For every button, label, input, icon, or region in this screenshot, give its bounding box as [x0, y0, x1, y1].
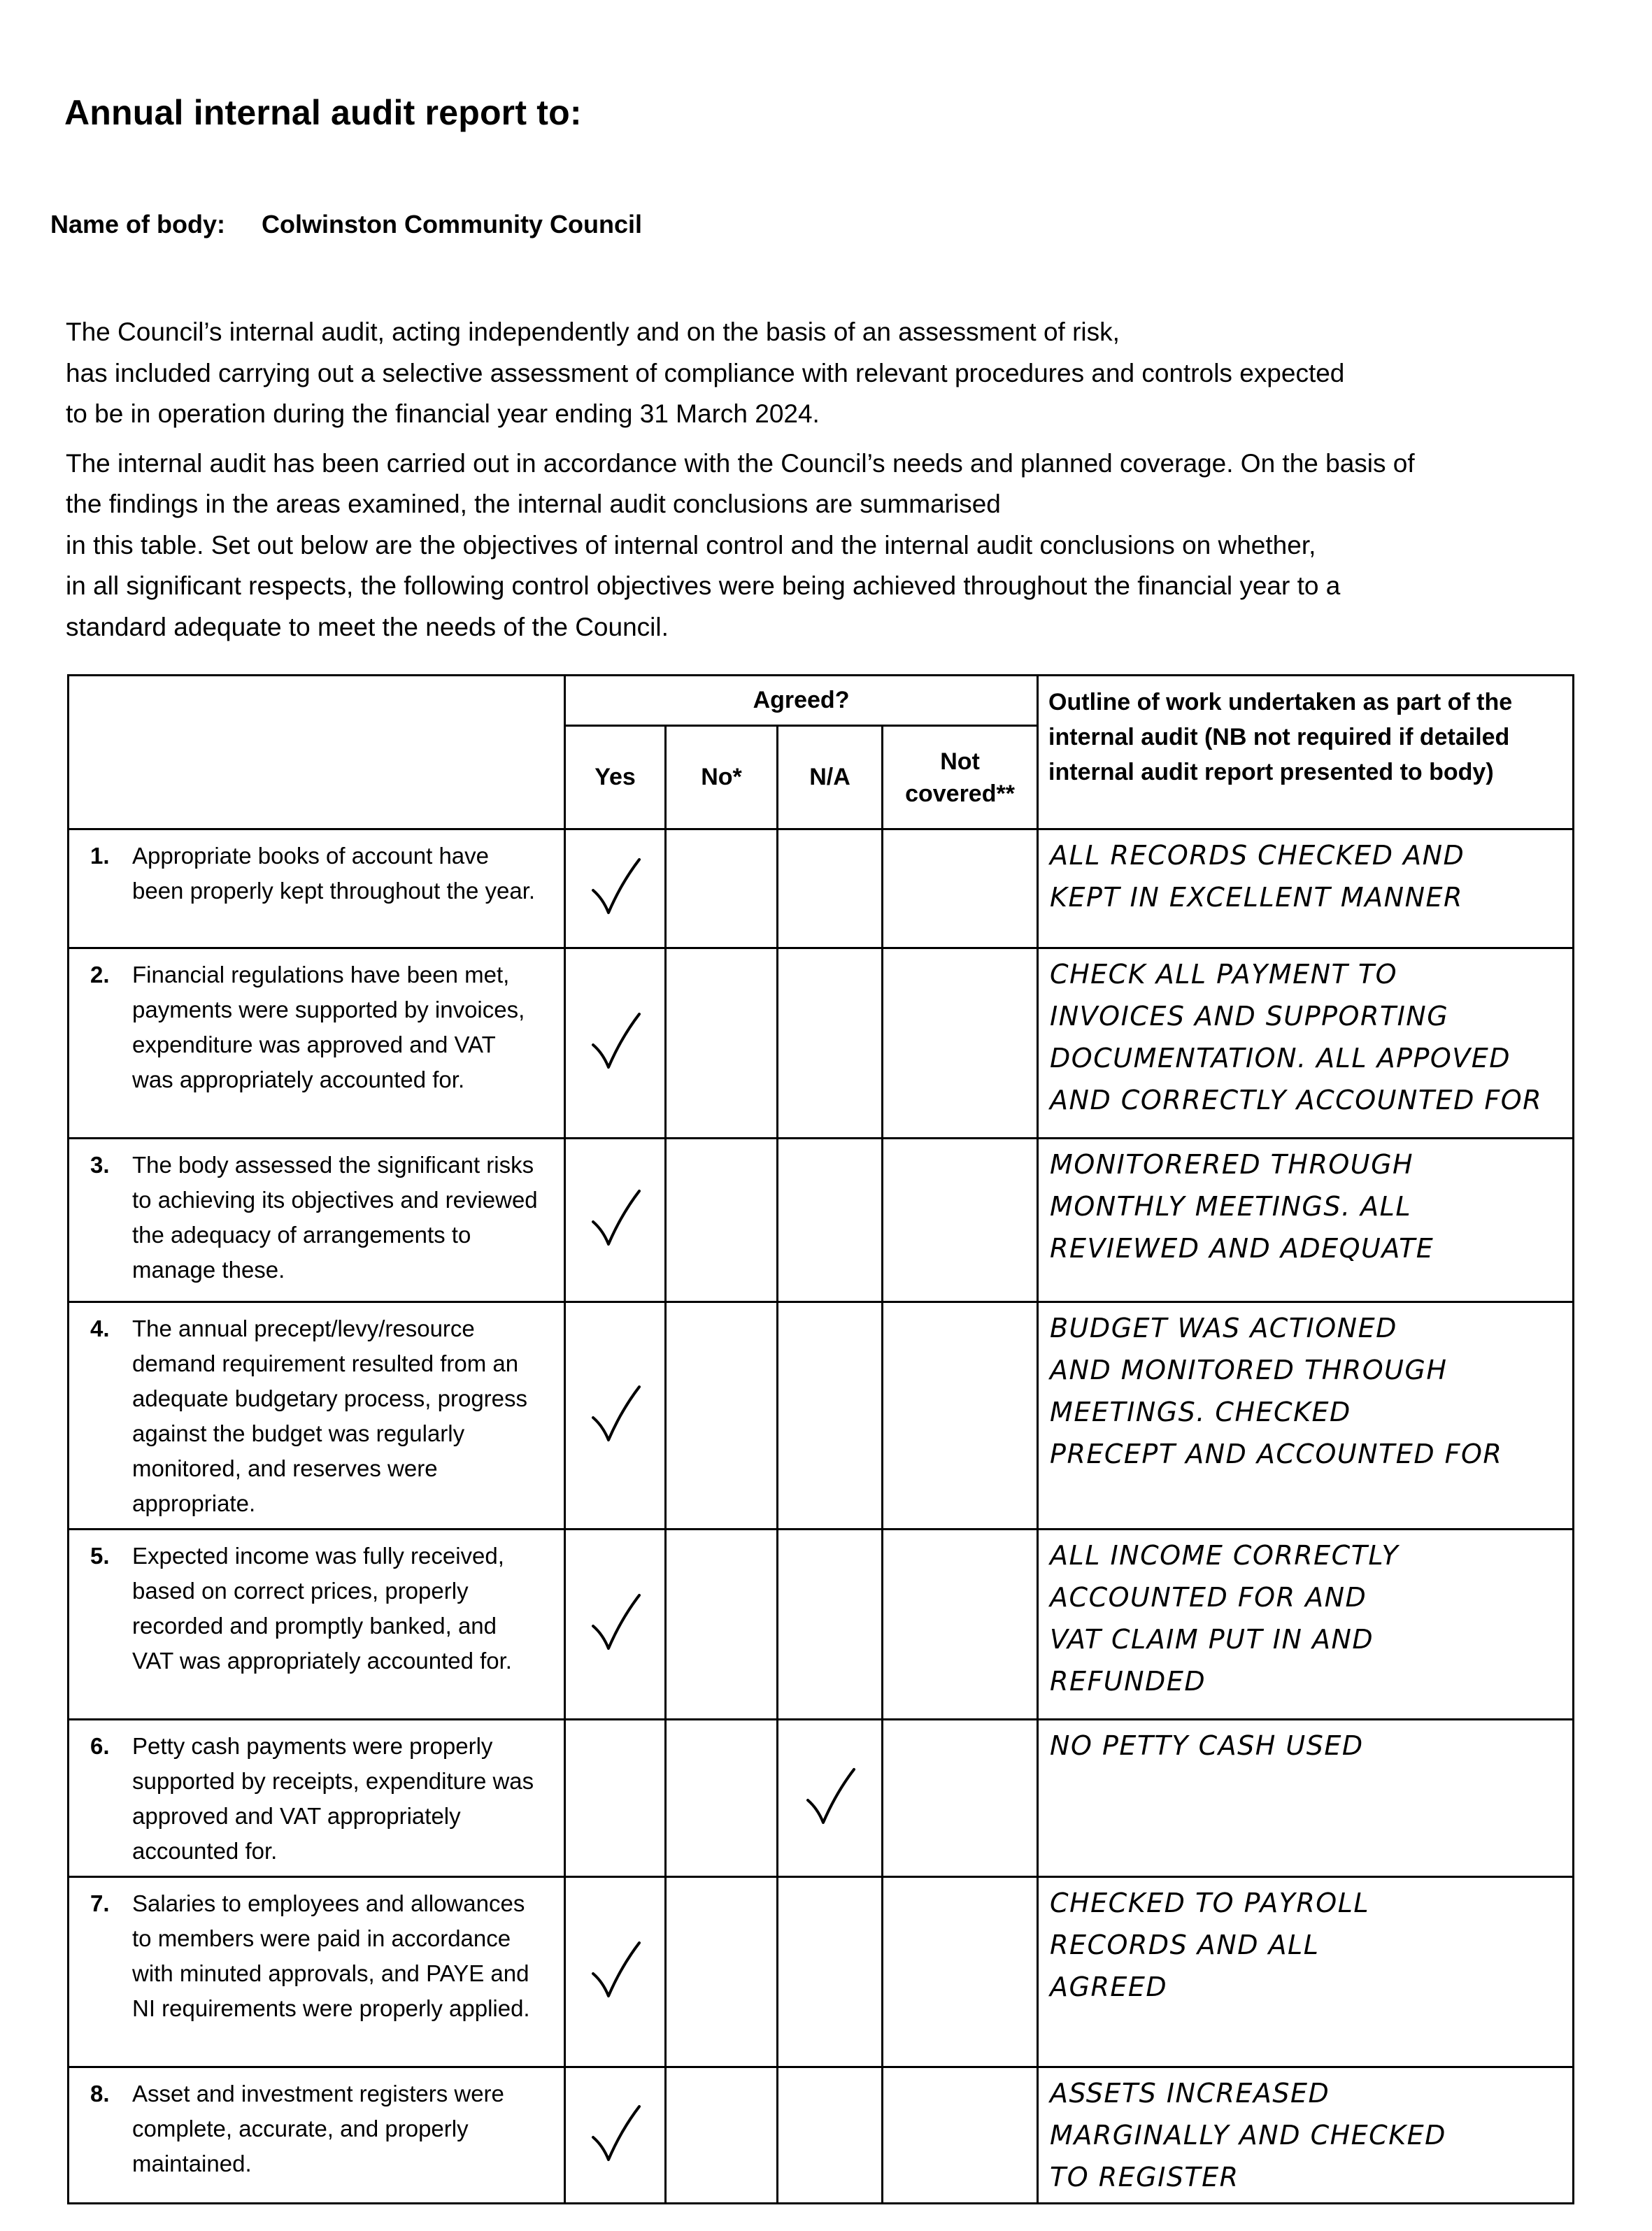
work-outline-cell	[1038, 1877, 1574, 2067]
agreed-yes-cell	[565, 1530, 666, 1720]
col-not-covered-header	[883, 726, 1038, 829]
objective-cell	[69, 1877, 565, 2067]
agreed-na-cell	[778, 1302, 883, 1530]
handwritten-note-line: ACCOUNTED FOR AND	[1050, 1582, 1367, 1613]
objective-text: The annual precept/levy/resource demand requirement resulted from an adequate budgetary process, progress against the budget was regularly monitored, and reserves were appropriate.	[132, 1316, 528, 1516]
intro-line: to be in operation during the financial year ending 31 March 2024.	[66, 399, 820, 428]
handwritten-note-line: REFUNDED	[1050, 1666, 1206, 1697]
col-not-covered-label-2: covered**	[905, 780, 1015, 807]
name-of-body-row	[50, 210, 642, 239]
agreed-yes-cell	[565, 2067, 666, 2204]
agreed-not-covered-cell	[883, 1720, 1038, 1877]
agreed-no-cell	[666, 1530, 778, 1720]
checkmark	[588, 2102, 643, 2169]
intro-line: in all significant respects, the following control objectives were being achieved throughout the financial year to a	[66, 571, 1341, 600]
agreed-yes-cell	[565, 1139, 666, 1302]
checkmark	[588, 1383, 643, 1449]
handwritten-note-line: CHECK ALL PAYMENT TO	[1050, 959, 1397, 990]
work-outline-cell	[1038, 1720, 1574, 1877]
objective-text: Expected income was fully received, based on correct prices, properly recorded and promptly banked, and VAT was appropriately accounted for.	[132, 1543, 512, 1674]
objective-text: Asset and investment registers were complete, accurate, and properly maintained.	[132, 2081, 504, 2176]
agreed-no-cell	[666, 1720, 778, 1877]
objective-cell	[69, 948, 565, 1139]
table-row	[69, 1530, 1574, 1720]
agreed-no-cell	[666, 1139, 778, 1302]
agreed-no-cell	[666, 1877, 778, 2067]
checkmark	[588, 1939, 643, 2005]
agreed-not-covered-cell	[883, 2067, 1038, 2204]
name-of-body-label: Name of body:	[50, 210, 226, 238]
handwritten-note-line: KEPT IN EXCELLENT MANNER	[1050, 882, 1463, 913]
handwritten-note-line: ALL RECORDS CHECKED AND	[1050, 840, 1465, 871]
handwritten-note-line: ALL INCOME CORRECTLY	[1050, 1540, 1400, 1571]
handwritten-note-line: MONTHLY MEETINGS. ALL	[1050, 1191, 1411, 1222]
handwritten-note-line: BUDGET WAS ACTIONED	[1050, 1313, 1397, 1343]
objective-text: Financial regulations have been met, payments were supported by invoices, expenditure was approved and VAT was appropriately accounted for.	[132, 962, 525, 1092]
objective-cell	[69, 829, 565, 948]
objective-number: 4.	[90, 1316, 110, 1341]
checkmark	[588, 1187, 643, 1253]
handwritten-note-line: AND CORRECTLY ACCOUNTED FOR	[1050, 1085, 1543, 1116]
report-title: Annual internal audit report to:	[64, 93, 582, 132]
agreed-not-covered-cell	[883, 1530, 1038, 1720]
table-row	[69, 1139, 1574, 1302]
name-of-body-value: Colwinston Community Council	[262, 210, 642, 238]
objective-number: 6.	[90, 1733, 110, 1759]
handwritten-note-line: VAT CLAIM PUT IN AND	[1050, 1624, 1374, 1655]
table-row	[69, 2067, 1574, 2204]
handwritten-note-line: TO REGISTER	[1050, 2162, 1239, 2193]
audit-conclusions-table	[67, 674, 1574, 2204]
col-na-header: N/A	[778, 726, 883, 829]
checkmark	[588, 855, 643, 922]
agreed-no-cell	[666, 2067, 778, 2204]
checkmark-icon	[588, 855, 643, 918]
col-no-header: No*	[666, 726, 778, 829]
handwritten-note-line: NO PETTY CASH USED	[1050, 1730, 1364, 1761]
checkmark-icon	[588, 1939, 643, 2002]
agreed-na-cell	[778, 2067, 883, 2204]
col-yes-header: Yes	[565, 726, 666, 829]
agreed-na-cell	[778, 1720, 883, 1877]
table-row	[69, 1720, 1574, 1877]
objective-number: 1.	[90, 843, 110, 869]
objective-number: 2.	[90, 962, 110, 988]
intro-paragraph-2	[66, 443, 1604, 648]
agreed-yes-cell	[565, 1877, 666, 2067]
objective-number: 8.	[90, 2081, 110, 2107]
checkmark-icon	[588, 1187, 643, 1250]
intro-line: the findings in the areas examined, the internal audit conclusions are summarised	[66, 490, 1001, 518]
handwritten-note-line: MONITORERED THROUGH	[1050, 1149, 1414, 1180]
objective-cell	[69, 1720, 565, 1877]
objective-text: Petty cash payments were properly supported by receipts, expenditure was approved and VAT appropriately accounted for.	[132, 1733, 534, 1864]
col-not-covered-label-1: Not	[940, 748, 980, 775]
objective-cell	[69, 1530, 565, 1720]
work-outline-cell	[1038, 948, 1574, 1139]
agreed-not-covered-cell	[883, 1139, 1038, 1302]
intro-text	[66, 312, 1604, 648]
intro-paragraph-1	[66, 312, 1604, 435]
work-outline-cell	[1038, 2067, 1574, 2204]
agreed-not-covered-cell	[883, 1302, 1038, 1530]
agreed-no-cell	[666, 829, 778, 948]
intro-line: The internal audit has been carried out in accordance with the Council’s needs and planned coverage. On the basis of	[66, 448, 1415, 478]
handwritten-note-line: INVOICES AND SUPPORTING	[1050, 1001, 1449, 1032]
work-outline-cell	[1038, 1139, 1574, 1302]
agreed-not-covered-cell	[883, 948, 1038, 1139]
outline-header: Outline of work undertaken as part of the internal audit (NB not required if detailed internal audit report presented to body)	[1038, 676, 1574, 829]
agreed-no-cell	[666, 1302, 778, 1530]
agreed-na-cell	[778, 829, 883, 948]
objective-number: 5.	[90, 1543, 110, 1569]
handwritten-note-line: CHECKED TO PAYROLL	[1050, 1888, 1370, 1918]
objectives-header-cell	[69, 676, 565, 829]
agreed-not-covered-cell	[883, 1877, 1038, 2067]
intro-line: in this table. Set out below are the objectives of internal control and the internal audit conclusions on whether,	[66, 530, 1316, 559]
handwritten-note-line: AGREED	[1050, 1972, 1168, 2002]
agreed-yes-cell	[565, 1720, 666, 1877]
agreed-na-cell	[778, 948, 883, 1139]
handwritten-note-line: MARGINALLY AND CHECKED	[1050, 2120, 1446, 2151]
agreed-na-cell	[778, 1877, 883, 2067]
work-outline-cell	[1038, 829, 1574, 948]
table-row	[69, 948, 1574, 1139]
checkmark	[588, 1010, 643, 1076]
intro-line: The Council’s internal audit, acting independently and on the basis of an assessment of risk,	[66, 318, 1120, 346]
checkmark-icon	[802, 1765, 858, 1828]
objective-text: Salaries to employees and allowances to members were paid in accordance with minuted approvals, and PAYE and NI requirements were properly applied.	[132, 1890, 530, 2021]
agreed-not-covered-cell	[883, 829, 1038, 948]
intro-line: standard adequate to meet the needs of the Council.	[66, 612, 669, 641]
agreed-na-cell	[778, 1139, 883, 1302]
handwritten-note-line: PRECEPT AND ACCOUNTED FOR	[1050, 1439, 1503, 1469]
objective-number: 7.	[90, 1890, 110, 1916]
handwritten-note-line: REVIEWED AND ADEQUATE	[1050, 1233, 1434, 1264]
work-outline-cell	[1038, 1302, 1574, 1530]
objective-cell	[69, 1302, 565, 1530]
checkmark-icon	[588, 1591, 643, 1654]
checkmark	[588, 1591, 643, 1658]
checkmark-icon	[588, 1010, 643, 1073]
agreed-yes-cell	[565, 1302, 666, 1530]
handwritten-note-line: MEETINGS. CHECKED	[1050, 1397, 1351, 1427]
objective-text: The body assessed the significant risks to achieving its objectives and reviewed the adequacy of arrangements to manage these.	[132, 1152, 538, 1283]
objective-number: 3.	[90, 1152, 110, 1178]
objective-text: Appropriate books of account have been properly kept throughout the year.	[132, 843, 536, 904]
agreed-yes-cell	[565, 829, 666, 948]
handwritten-note-line: DOCUMENTATION. ALL APPOVED	[1050, 1043, 1511, 1074]
agreed-yes-cell	[565, 948, 666, 1139]
objective-cell	[69, 2067, 565, 2204]
handwritten-note-line: ASSETS INCREASED	[1050, 2078, 1330, 2109]
agreed-header: Agreed?	[565, 676, 1038, 726]
table-row	[69, 829, 1574, 948]
table-row	[69, 1877, 1574, 2067]
intro-line: has included carrying out a selective assessment of compliance with relevant procedures and controls expected	[66, 358, 1345, 387]
objective-cell	[69, 1139, 565, 1302]
table-row	[69, 1302, 1574, 1530]
handwritten-note-line: AND MONITORED THROUGH	[1050, 1355, 1448, 1385]
work-outline-cell	[1038, 1530, 1574, 1720]
checkmark	[802, 1765, 858, 1832]
agreed-no-cell	[666, 948, 778, 1139]
checkmark-icon	[588, 1383, 643, 1446]
agreed-na-cell	[778, 1530, 883, 1720]
handwritten-note-line: RECORDS AND ALL	[1050, 1930, 1320, 1960]
checkmark-icon	[588, 2102, 643, 2165]
